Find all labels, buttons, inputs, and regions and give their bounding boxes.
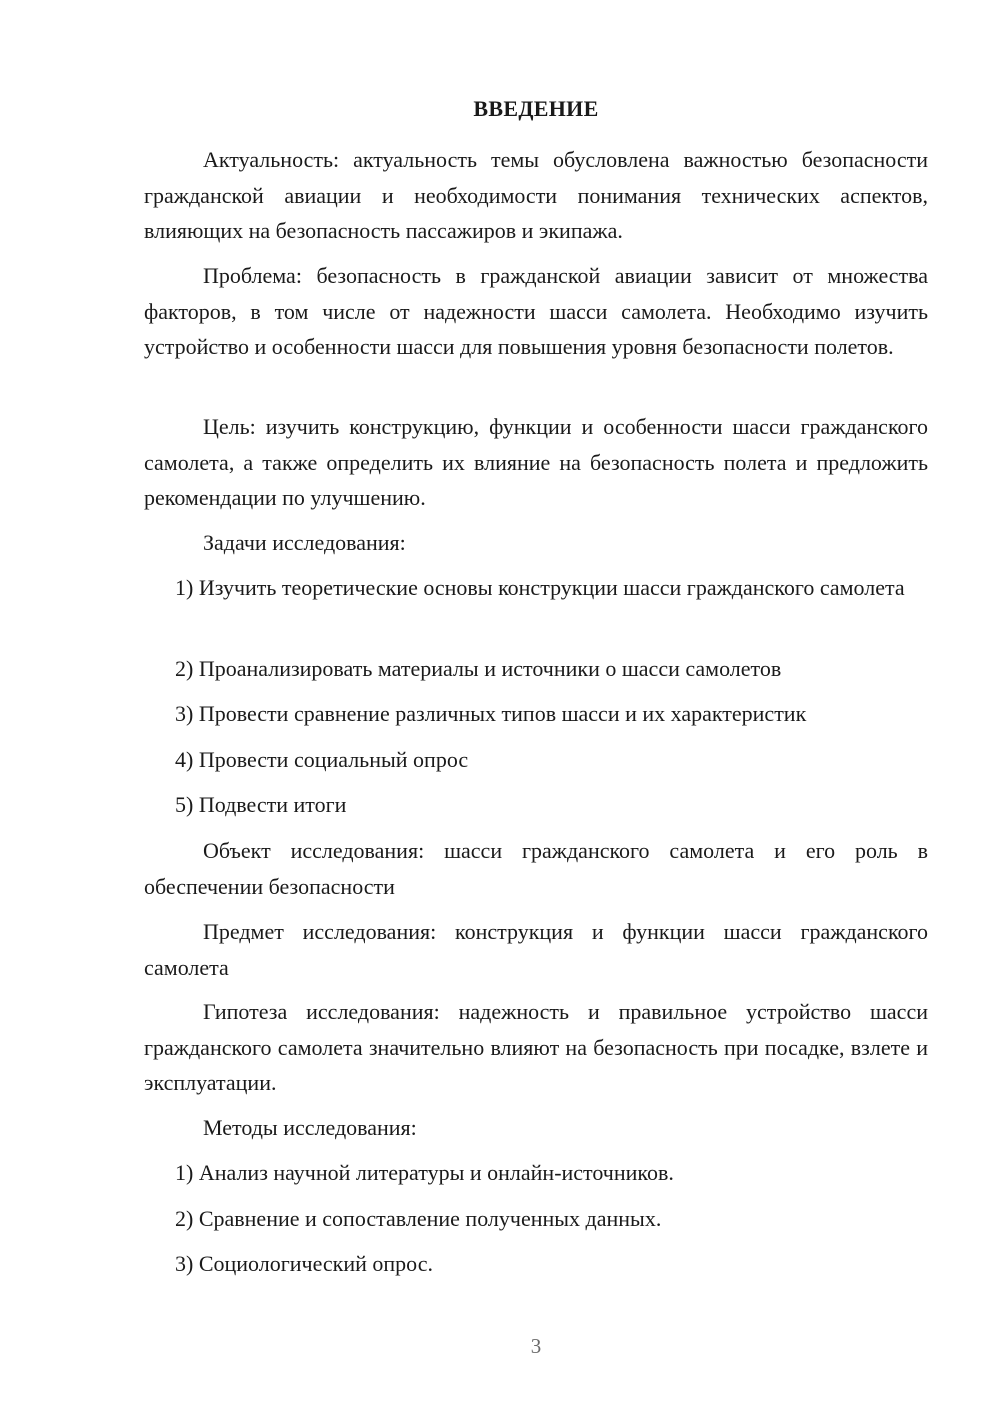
paragraph-methods-intro: Методы исследования:	[203, 1115, 417, 1140]
paragraph-relevance: Актуальность: актуальность темы обусловлена важностью безопасности гражданской авиации и необходимости понимания технических аспектов, влияющих на безопасность пассажиров и экипажа.	[144, 147, 928, 243]
page-number: 3	[530, 1334, 542, 1358]
paragraph-object: Объект исследования: шасси гражданского самолета и его роль в обеспечении безопасности	[144, 838, 928, 899]
task-item-3: 3) Провести сравнение различных типов шасси и их характеристик	[175, 701, 807, 726]
task-item-5: 5) Подвести итоги	[175, 792, 347, 817]
task-item-4: 4) Провести социальный опрос	[175, 747, 469, 772]
task-item-2: 2) Проанализировать материалы и источники о шасси самолетов	[175, 656, 782, 681]
paragraph-subject: Предмет исследования: конструкция и функции шасси гражданского самолета	[144, 919, 928, 980]
task-item-1: 1) Изучить теоретические основы конструкции шасси гражданского самолета	[175, 575, 905, 600]
method-item-2: 2) Сравнение и сопоставление полученных данных.	[175, 1206, 662, 1231]
method-item-3: 3) Социологический опрос.	[175, 1251, 433, 1276]
method-item-1: 1) Анализ научной литературы и онлайн-источников.	[175, 1160, 674, 1185]
paragraph-goal: Цель: изучить конструкцию, функции и особенности шасси гражданского самолета, а также определить их влияние на безопасность полета и предложить рекомендации по улучшению.	[144, 414, 928, 510]
paragraph-hypothesis: Гипотеза исследования: надежность и правильное устройство шасси гражданского самолета значительно влияют на безопасность при посадке, взлете и эксплуатации.	[144, 999, 928, 1095]
paragraph-problem: Проблема: безопасность в гражданской авиации зависит от множества факторов, в том числе от надежности шасси самолета. Необходимо изучить устройство и особенности шасси для повышения уровня безопасности полетов.	[144, 263, 928, 359]
paragraph-tasks-intro: Задачи исследования:	[203, 530, 406, 555]
section-heading: ВВЕДЕНИЕ	[473, 96, 599, 121]
